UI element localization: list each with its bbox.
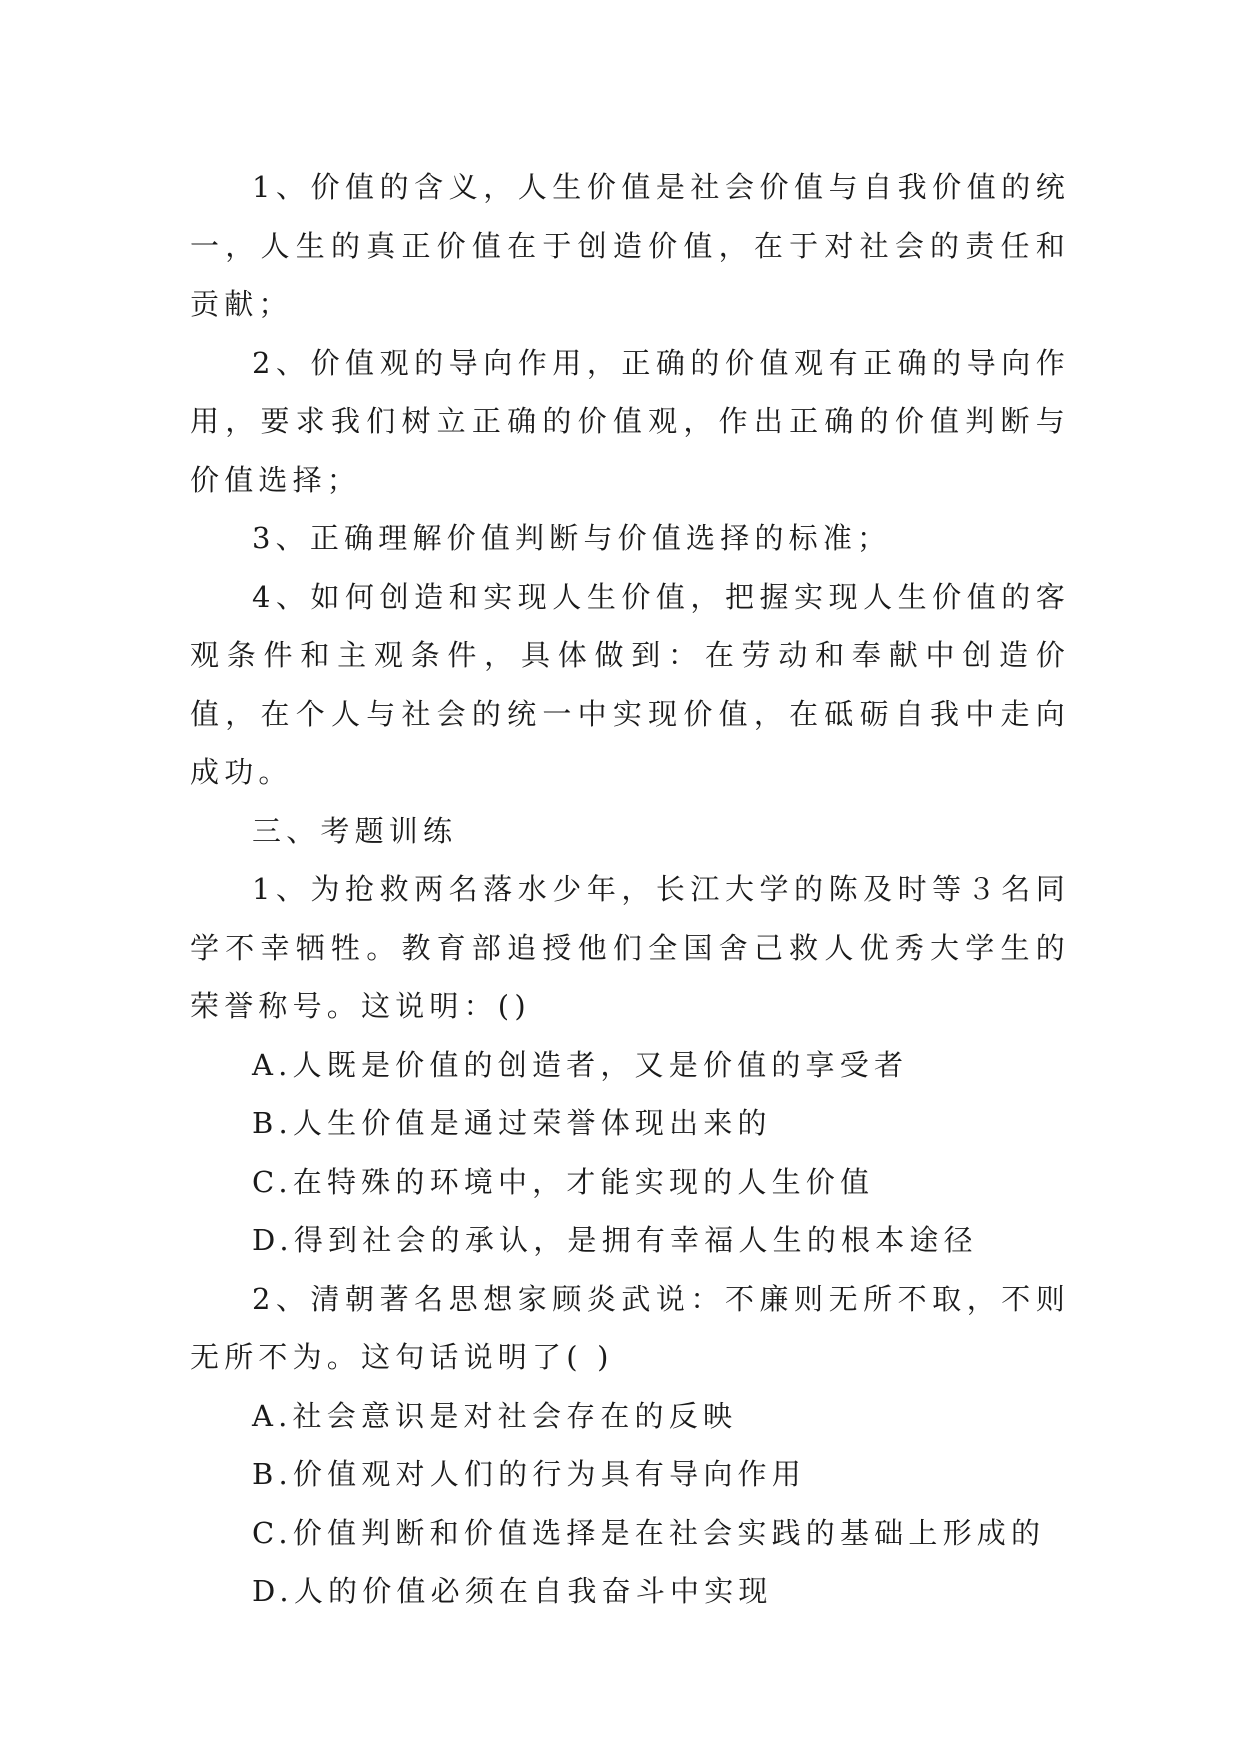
section-heading: 三、考题训练 bbox=[252, 813, 458, 848]
question-1-option-c: C.在特殊的环境中，才能实现的人生价值 bbox=[252, 1164, 875, 1199]
question-2-stem: 2、清朝著名思想家顾炎武说：不廉则无所不取，不则无所不为。这句话说明了( ) bbox=[190, 1281, 1070, 1374]
question-2-option-b: B.价值观对人们的行为具有导向作用 bbox=[252, 1457, 806, 1491]
question-2-option-a: A.社会意识是对社会存在的反映 bbox=[252, 1398, 738, 1433]
question-1-option-a: A.人既是价值的创造者，又是价值的享受者 bbox=[252, 1047, 909, 1082]
question-2-option-d: D.人的价值必须在自我奋斗中实现 bbox=[252, 1574, 773, 1608]
summary-point-1: 1、价值的含义，人生价值是社会价值与自我价值的统一，人生的真正价值在于创造价值，在于对社会的责任和贡献； bbox=[190, 170, 1070, 321]
document-body bbox=[190, 158, 1070, 1621]
summary-point-4: 4、如何创造和实现人生价值，把握实现人生价值的客观条件和主观条件，具体做到：在劳动和奉献中创造价值，在个人与社会的统一中实现价值，在砥砺自我中走向成功。 bbox=[190, 579, 1070, 789]
question-1-option-b: B.人生价值是通过荣誉体现出来的 bbox=[252, 1106, 772, 1140]
question-1-stem: 1、为抢救两名落水少年，长江大学的陈及时等３名同学不幸牺牲。教育部追授他们全国舍己救人优秀大学生的荣誉称号。这说明：() bbox=[190, 872, 1070, 1023]
question-1-option-d: D.得到社会的承认，是拥有幸福人生的根本途径 bbox=[252, 1223, 978, 1257]
summary-point-2: 2、价值观的导向作用，正确的价值观有正确的导向作用，要求我们树立正确的价值观，作出正确的价值判断与价值选择； bbox=[190, 345, 1070, 497]
question-2-option-c: C.价值判断和价值选择是在社会实践的基础上形成的 bbox=[252, 1515, 1046, 1550]
summary-point-3: 3、正确理解价值判断与价值选择的标准； bbox=[252, 521, 892, 555]
